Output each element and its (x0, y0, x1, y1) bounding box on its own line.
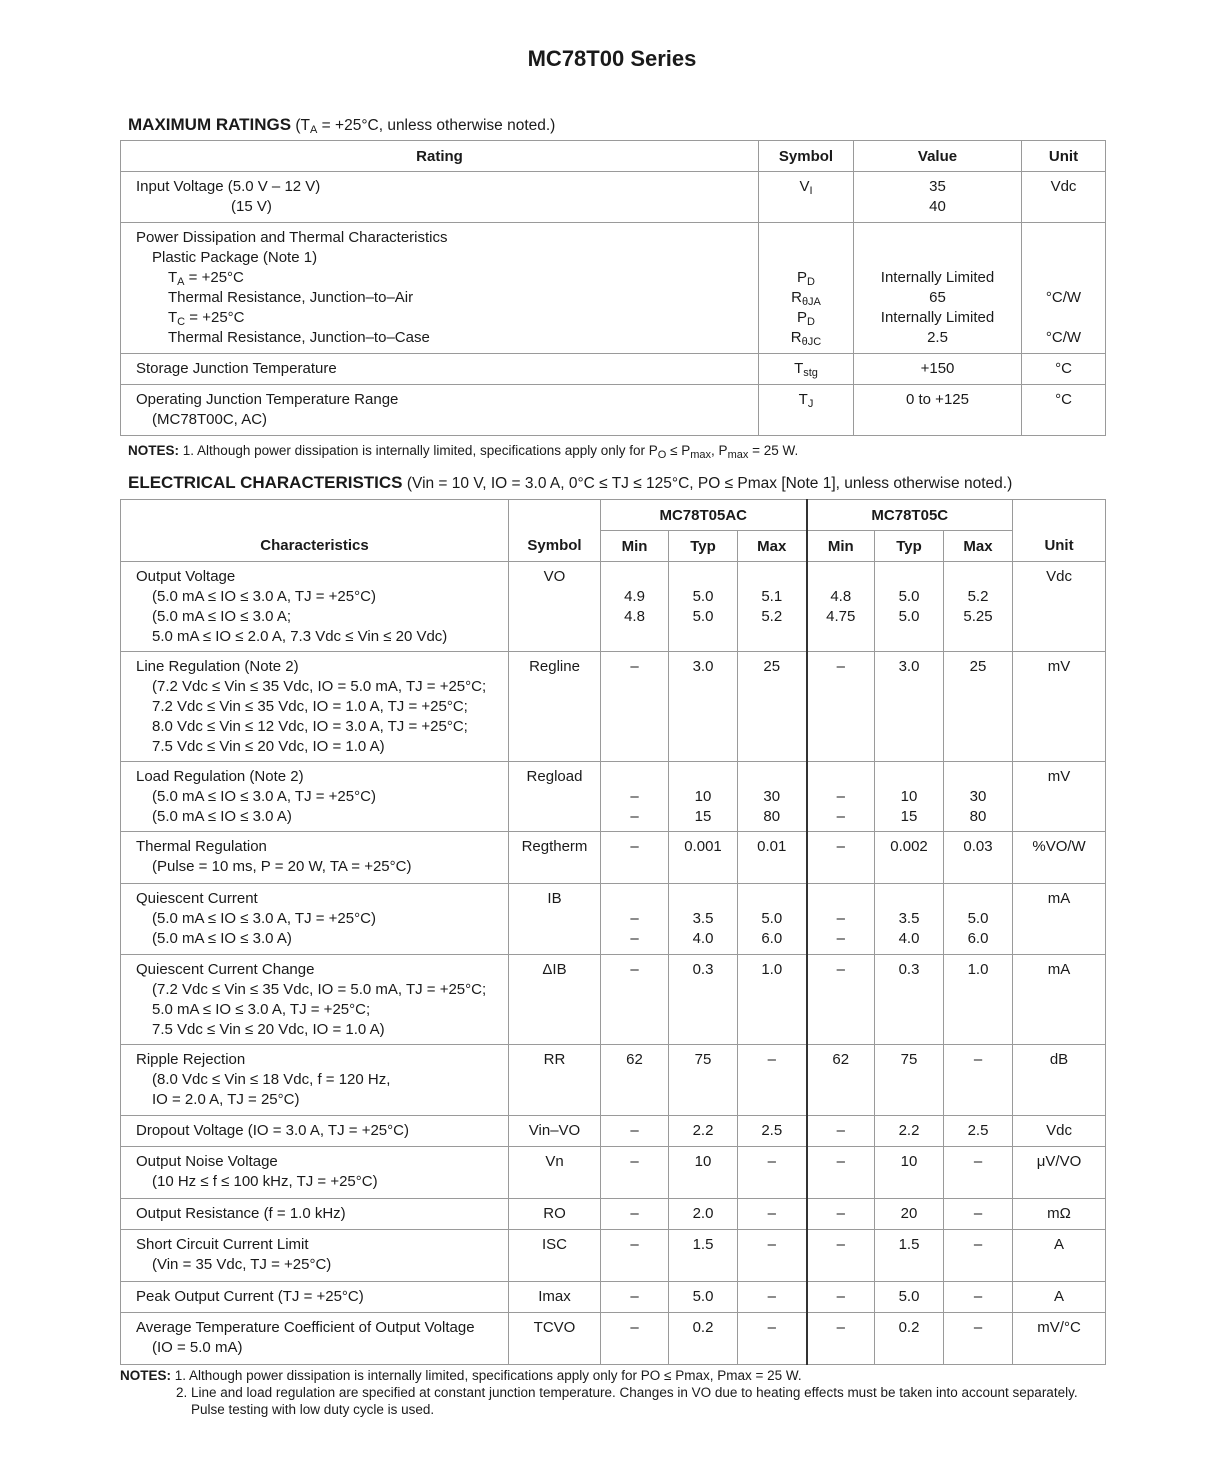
unit: Vdc (1022, 172, 1106, 223)
table-row (121, 955, 1106, 1045)
characteristic-text: (Pulse = 10 ms, P = 20 W, TA = +25°C) (152, 858, 412, 875)
rating-label: Input Voltage (5.0 V – 12 V) (136, 178, 321, 195)
value-cell: 5.0 (898, 608, 920, 625)
value-cell: – (630, 838, 639, 855)
value-cell: 30 (763, 788, 781, 805)
symbol: IB (509, 884, 601, 955)
table-row (121, 1313, 1106, 1365)
characteristic-text: (Vin = 35 Vdc, TJ = +25°C) (152, 1256, 332, 1273)
notes-2 (120, 1367, 1078, 1418)
table-row (121, 1282, 1106, 1313)
value-cell: 0.2 (692, 1319, 714, 1336)
rating-label: Operating Junction Temperature Range (136, 391, 399, 408)
header-symbol: Symbol (759, 141, 854, 172)
characteristic-text: 7.5 Vdc ≤ Vin ≤ 20 Vdc, IO = 1.0 A) (152, 1021, 385, 1038)
value-cell: 2.5 (967, 1122, 989, 1139)
symbol: VO (509, 562, 601, 652)
value-cell: 1.5 (898, 1236, 920, 1253)
value-cell: 10 (694, 788, 712, 805)
value-cell: 25 (969, 658, 987, 675)
symbol (759, 308, 853, 328)
sym-sub: θJC (801, 336, 822, 348)
ta-pre: T (168, 269, 178, 286)
note-text: Pulse testing with low duty cycle is used. (191, 1402, 435, 1417)
characteristic-text: IO = 2.0 A, TJ = 25°C) (152, 1091, 300, 1108)
header-typ: Typ (875, 531, 944, 562)
value-cell: 5.1 (761, 588, 783, 605)
rating-label (136, 308, 758, 328)
value-cell (669, 767, 737, 787)
note-text: = 25 W. (748, 443, 799, 458)
table-row (121, 832, 1106, 884)
characteristic-text: (5.0 mA ≤ IO ≤ 3.0 A) (152, 808, 292, 825)
unit: dB (1013, 1045, 1106, 1116)
elec-heading (128, 473, 1012, 493)
value-cell: – (836, 910, 845, 927)
value-cell: 5.0 (761, 910, 783, 927)
value-cell (875, 767, 943, 787)
header-typ: Typ (669, 531, 738, 562)
characteristic-text: (5.0 mA ≤ IO ≤ 3.0 A; (152, 608, 292, 625)
note-text: 1. Although power dissipation is internally limited, specifications apply only for PO ≤ Pmax, Pmax = 25 W. (174, 1368, 802, 1383)
value-cell: 4.75 (826, 608, 856, 625)
characteristic-text: (8.0 Vdc ≤ Vin ≤ 18 Vdc, f = 120 Hz, (152, 1071, 391, 1088)
value-cell: 6.0 (761, 930, 783, 947)
value-cell (944, 767, 1012, 787)
table-row (121, 1116, 1106, 1147)
table-row (121, 385, 1106, 436)
unit: Vdc (1013, 1116, 1106, 1147)
value-cell: – (630, 1288, 639, 1305)
sym: R (791, 289, 802, 306)
characteristic-text: (5.0 mA ≤ IO ≤ 3.0 A, TJ = +25°C) (152, 910, 376, 927)
value-cell: – (973, 1051, 983, 1068)
symbol: Vin–VO (509, 1116, 601, 1147)
max-ratings-cond-pre: (T (295, 117, 311, 134)
value-cell: – (767, 1236, 776, 1253)
value-cell: – (973, 1153, 983, 1170)
value-cell: – (836, 1122, 845, 1139)
value-cell: – (767, 1288, 776, 1305)
symbol-sub: I (809, 185, 813, 197)
rating-label: (MC78T00C, AC) (152, 411, 268, 428)
value-cell: – (836, 808, 845, 825)
value: Internally Limited (880, 309, 995, 326)
tc-post: = +25°C (185, 309, 245, 326)
symbol: RO (509, 1199, 601, 1230)
value-cell: – (973, 1319, 983, 1336)
header-unit: Unit (1022, 141, 1106, 172)
sym-sub: θJA (801, 296, 821, 308)
characteristic-text: Ripple Rejection (136, 1051, 246, 1068)
symbol-sub: stg (803, 367, 818, 379)
table-row (121, 652, 1106, 762)
value-cell: – (630, 1236, 639, 1253)
value-cell (601, 567, 668, 587)
note-text: ≤ P (666, 443, 691, 458)
header-unit: Unit (1013, 500, 1106, 562)
characteristic-text: Quiescent Current Change (136, 961, 315, 978)
value-cell: 15 (694, 808, 712, 825)
characteristic-text: 5.0 mA ≤ IO ≤ 2.0 A, 7.3 Vdc ≤ Vin ≤ 20 Vdc) (152, 628, 448, 645)
rating-label: Thermal Resistance, Junction–to–Air (168, 289, 414, 306)
value-cell: – (630, 808, 639, 825)
note-sub: O (657, 449, 667, 461)
value-cell: 80 (969, 808, 987, 825)
symbol (759, 288, 853, 308)
value-cell (944, 889, 1012, 909)
value-cell: 1.5 (692, 1236, 714, 1253)
characteristic-text: Quiescent Current (136, 890, 258, 907)
rating-label (136, 268, 758, 288)
unit: %VO/W (1013, 832, 1106, 884)
symbol: T (794, 360, 804, 377)
rating-label: Power Dissipation and Thermal Characteristics (136, 229, 448, 246)
unit: °C/W (1045, 289, 1082, 306)
symbol: Regload (509, 762, 601, 832)
max-ratings-cond-post: = +25°C, unless otherwise noted.) (317, 117, 556, 134)
value-cell: – (767, 1051, 776, 1068)
symbol: V (799, 178, 810, 195)
value: 40 (929, 198, 946, 215)
characteristic-text: Thermal Regulation (136, 838, 267, 855)
value-cell: – (836, 1205, 845, 1222)
value-cell: – (767, 1153, 776, 1170)
value-cell: – (630, 658, 639, 675)
table-row (121, 1045, 1106, 1116)
value-cell: 10 (900, 1153, 918, 1170)
characteristic-text: Short Circuit Current Limit (136, 1236, 309, 1253)
value-cell: 80 (763, 808, 781, 825)
value-cell: 2.5 (761, 1122, 783, 1139)
max-ratings-table (120, 140, 1106, 436)
value-cell: 0.001 (684, 838, 722, 855)
value-cell: 2.2 (898, 1122, 920, 1139)
note-text: 1. Although power dissipation is internally limited, specifications apply only for P (182, 443, 658, 458)
value-cell: – (630, 910, 639, 927)
characteristic-text: (7.2 Vdc ≤ Vin ≤ 35 Vdc, IO = 5.0 mA, TJ = +25°C; (152, 981, 487, 998)
value-cell (944, 567, 1012, 587)
symbol (759, 268, 853, 288)
table-row (121, 562, 1106, 652)
page-title: MC78T00 Series (527, 46, 697, 71)
notes-1 (128, 442, 798, 459)
value-cell: 5.25 (963, 608, 993, 625)
value-cell: 62 (626, 1051, 643, 1068)
characteristic-text: 7.5 Vdc ≤ Vin ≤ 20 Vdc, IO = 1.0 A) (152, 738, 385, 755)
value-cell: – (836, 1319, 845, 1336)
value-cell: – (836, 961, 845, 978)
value: 0 to +125 (854, 385, 1022, 436)
value-cell: 10 (694, 1153, 712, 1170)
value-cell: 4.9 (624, 588, 645, 605)
table-row (121, 223, 1106, 354)
value-cell: 1.0 (967, 961, 989, 978)
value-cell: 1.0 (761, 961, 783, 978)
note-sub: max (727, 449, 749, 461)
header-max: Max (944, 531, 1013, 562)
symbol: TCVO (509, 1313, 601, 1365)
characteristic-text: Peak Output Current (TJ = +25°C) (136, 1288, 364, 1305)
characteristic-text: Output Voltage (136, 568, 236, 585)
note-text: , P (711, 443, 728, 458)
value-cell: – (973, 1205, 983, 1222)
ta-post: = +25°C (184, 269, 244, 286)
characteristic-text: Output Resistance (f = 1.0 kHz) (136, 1205, 346, 1222)
value-cell (808, 889, 875, 909)
unit: mΩ (1013, 1199, 1106, 1230)
value-cell: – (630, 1153, 639, 1170)
characteristic-text: (10 Hz ≤ f ≤ 100 kHz, TJ = +25°C) (152, 1173, 378, 1190)
value-cell: – (836, 1236, 845, 1253)
value-cell: 5.2 (967, 588, 989, 605)
characteristic-text: (5.0 mA ≤ IO ≤ 3.0 A) (152, 930, 292, 947)
value-cell: 15 (900, 808, 918, 825)
value-cell: 4.8 (624, 608, 645, 625)
tc-sub: C (177, 316, 186, 328)
sym-sub: D (807, 316, 815, 328)
value-cell: 3.0 (898, 658, 920, 675)
characteristic-text: (5.0 mA ≤ IO ≤ 3.0 A, TJ = +25°C) (152, 588, 376, 605)
value-cell: – (630, 1205, 639, 1222)
characteristic-text: 8.0 Vdc ≤ Vin ≤ 12 Vdc, IO = 3.0 A, TJ = +25°C; (152, 718, 468, 735)
table-row (121, 1199, 1106, 1230)
value-cell: – (630, 1319, 639, 1336)
value-cell (601, 889, 668, 909)
value-cell: – (630, 788, 639, 805)
symbol (759, 328, 853, 348)
characteristic-text: 5.0 mA ≤ IO ≤ 3.0 A, TJ = +25°C; (152, 1001, 371, 1018)
max-ratings-title: MAXIMUM RATINGS (128, 115, 292, 134)
symbol: Vn (509, 1147, 601, 1199)
value-cell (808, 567, 875, 587)
value-cell: 0.03 (963, 838, 993, 855)
value-cell: 5.0 (692, 608, 714, 625)
table-row (121, 1230, 1106, 1282)
value-cell: 20 (900, 1205, 918, 1222)
rating-label: Storage Junction Temperature (121, 354, 759, 385)
max-ratings-heading (128, 115, 555, 135)
value: 2.5 (927, 329, 948, 346)
value-cell: 5.2 (761, 608, 783, 625)
sym: R (790, 329, 802, 346)
header-rating: Rating (121, 141, 759, 172)
value-cell: 75 (900, 1051, 918, 1068)
value-cell: 25 (763, 658, 781, 675)
value-cell: 0.3 (898, 961, 920, 978)
unit: μV/VO (1013, 1147, 1106, 1199)
table-row (121, 884, 1106, 955)
value-cell: 5.0 (692, 588, 714, 605)
value-cell: – (630, 961, 639, 978)
symbol: Imax (509, 1282, 601, 1313)
characteristic-text: (7.2 Vdc ≤ Vin ≤ 35 Vdc, IO = 5.0 mA, TJ = +25°C; (152, 678, 487, 695)
value-cell: 3.5 (692, 910, 714, 927)
sym-sub: D (807, 276, 815, 288)
value-cell: – (836, 658, 845, 675)
value-cell: 5.0 (692, 1288, 714, 1305)
value-cell: 4.0 (898, 930, 920, 947)
value-cell: – (836, 838, 845, 855)
header-mc78t05ac: MC78T05AC (601, 500, 807, 531)
characteristic-text: Dropout Voltage (IO = 3.0 A, TJ = +25°C) (136, 1122, 409, 1139)
header-max: Max (738, 531, 807, 562)
value-cell: 6.0 (967, 930, 989, 947)
value-cell (738, 767, 806, 787)
value-cell (601, 767, 668, 787)
value-cell: 4.0 (692, 930, 714, 947)
value-cell: – (836, 1288, 845, 1305)
header-symbol: Symbol (509, 500, 601, 562)
unit: mA (1013, 884, 1106, 955)
symbol: Regline (509, 652, 601, 762)
rating-label: Plastic Package (Note 1) (152, 249, 318, 266)
value-cell: 0.3 (692, 961, 714, 978)
unit: A (1013, 1230, 1106, 1282)
characteristic-text: Average Temperature Coefficient of Output Voltage (136, 1319, 475, 1336)
characteristic-text: 7.2 Vdc ≤ Vin ≤ 35 Vdc, IO = 1.0 A, TJ = +25°C; (152, 698, 468, 715)
unit: mA (1013, 955, 1106, 1045)
unit: A (1013, 1282, 1106, 1313)
characteristic-text: Load Regulation (Note 2) (136, 768, 304, 785)
value-cell: 0.01 (757, 838, 787, 855)
symbol: Regtherm (509, 832, 601, 884)
header-mc78t05c: MC78T05C (807, 500, 1013, 531)
value-cell: 5.0 (898, 1288, 920, 1305)
sym: P (797, 309, 808, 326)
value: +150 (854, 354, 1022, 385)
symbol: RR (509, 1045, 601, 1116)
value-cell (738, 889, 806, 909)
header-value: Value (854, 141, 1022, 172)
value-cell: – (630, 1122, 639, 1139)
value-cell: 0.002 (890, 838, 928, 855)
table-row (121, 354, 1106, 385)
tc-pre: T (168, 309, 178, 326)
value-cell: – (630, 930, 639, 947)
value-cell: 0.2 (898, 1319, 920, 1336)
value-cell (669, 567, 737, 587)
value-cell: 3.0 (692, 658, 714, 675)
characteristic-text: (IO = 5.0 mA) (152, 1339, 243, 1356)
value-cell: 2.0 (692, 1205, 714, 1222)
table-row (121, 1147, 1106, 1199)
value-cell: 62 (832, 1051, 850, 1068)
value-cell: – (973, 1288, 983, 1305)
value-cell: 2.2 (692, 1122, 714, 1139)
value-cell: 4.8 (830, 588, 852, 605)
unit: °C (1022, 385, 1106, 436)
characteristic-text: Output Noise Voltage (136, 1153, 278, 1170)
unit: °C/W (1045, 329, 1082, 346)
symbol-sub: J (807, 398, 814, 410)
header-characteristics: Characteristics (121, 500, 509, 562)
table-row (121, 172, 1106, 223)
value-cell: – (836, 930, 845, 947)
value-cell: 75 (694, 1051, 712, 1068)
value-cell: 10 (900, 788, 918, 805)
value-cell: 3.5 (898, 910, 920, 927)
notes-label: NOTES: (128, 443, 180, 458)
unit: mV (1013, 652, 1106, 762)
value: 35 (929, 178, 946, 195)
symbol: ISC (509, 1230, 601, 1282)
sym: P (797, 269, 808, 286)
value-cell: 30 (969, 788, 987, 805)
symbol: T (798, 391, 808, 408)
value-cell (808, 767, 875, 787)
value-cell: – (836, 1153, 845, 1170)
unit: mV/°C (1013, 1313, 1106, 1365)
symbol: ΔIB (509, 955, 601, 1045)
table-row (121, 762, 1106, 832)
unit: Vdc (1013, 562, 1106, 652)
value: Internally Limited (880, 269, 995, 286)
max-ratings-cond-sub: A (310, 124, 318, 136)
rating-label: Thermal Resistance, Junction–to–Case (168, 329, 430, 346)
value-cell (875, 889, 943, 909)
note-text: 2. Line and load regulation are specified at constant junction temperature. Changes in VO due to heating effects must be taken into account separately. (176, 1385, 1078, 1400)
value-cell: 5.0 (967, 910, 989, 927)
value-cell: – (767, 1205, 776, 1222)
note-sub: max (690, 449, 712, 461)
electrical-characteristics-table (120, 499, 1106, 1365)
value: 65 (929, 289, 946, 306)
value-cell: – (767, 1319, 776, 1336)
value-cell: 5.0 (898, 588, 920, 605)
unit: mV (1013, 762, 1106, 832)
characteristic-text: (5.0 mA ≤ IO ≤ 3.0 A, TJ = +25°C) (152, 788, 376, 805)
value-cell (875, 567, 943, 587)
characteristic-text: Line Regulation (Note 2) (136, 658, 299, 675)
elec-title: ELECTRICAL CHARACTERISTICS (128, 473, 403, 492)
ta-sub: A (177, 276, 185, 288)
value-cell (738, 567, 806, 587)
notes-label: NOTES: (120, 1368, 172, 1383)
value-cell (669, 889, 737, 909)
elec-cond: (Vin = 10 V, IO = 3.0 A, 0°C ≤ TJ ≤ 125°C, PO ≤ Pmax [Note 1], unless otherwise noted.) (406, 475, 1013, 492)
header-min: Min (601, 531, 669, 562)
header-min: Min (807, 531, 875, 562)
rating-label: (15 V) (231, 198, 272, 215)
value-cell: – (836, 788, 845, 805)
unit: °C (1022, 354, 1106, 385)
value-cell: – (973, 1236, 983, 1253)
